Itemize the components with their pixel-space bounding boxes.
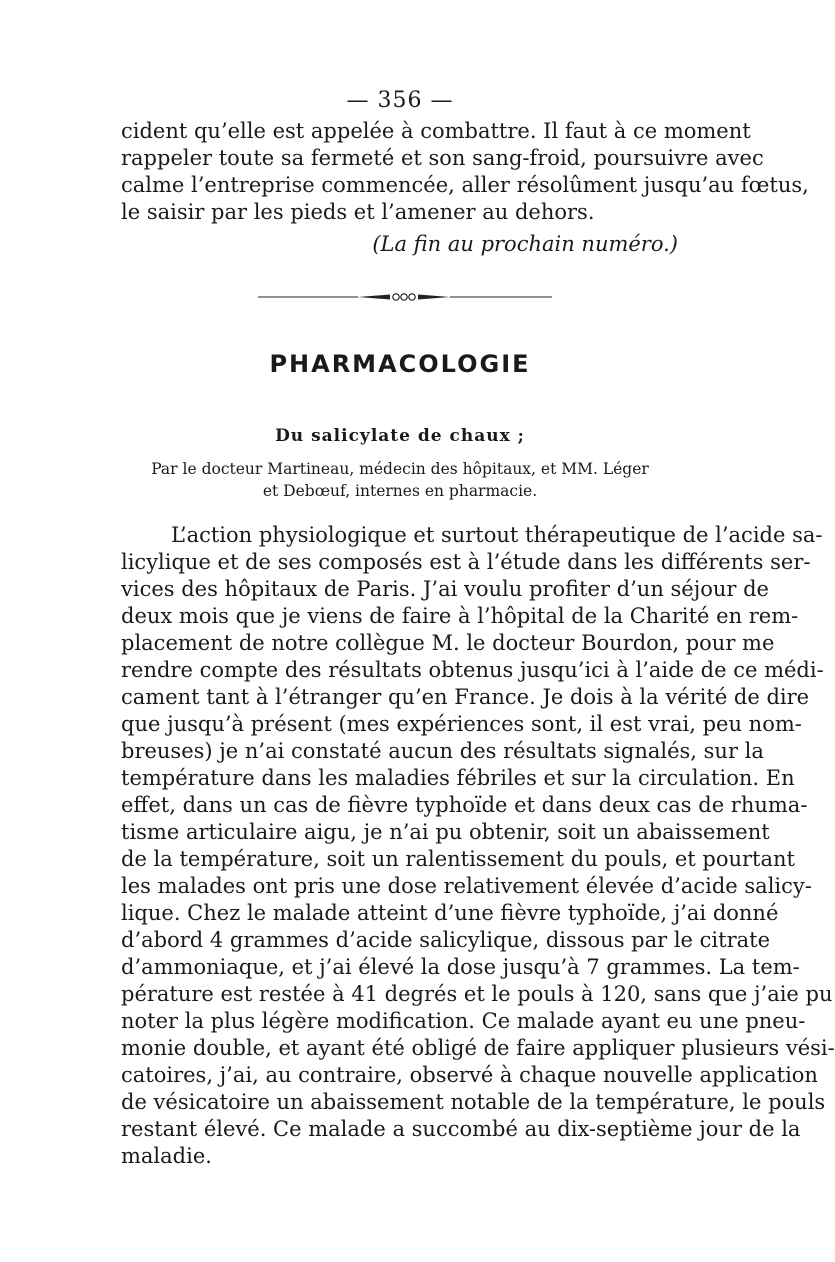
text-line: cament tant à l’étranger qu’en France. Je dois à la vérité de dire xyxy=(121,685,810,709)
text-line: rendre compte des résultats obtenus jusqu’ici à l’aide de ce médi- xyxy=(121,658,824,682)
continuation-note: (La fin au prochain numéro.) xyxy=(372,232,678,256)
text-line: de la température, soit un ralentissement du pouls, et pourtant xyxy=(121,847,795,871)
text-line: les malades ont pris une dose relativement élevée d’acide salicy- xyxy=(121,874,812,898)
text-line: effet, dans un cas de fièvre typhoïde et dans deux cas de rhuma- xyxy=(121,793,808,817)
page-number: — 356 — xyxy=(346,88,454,113)
text-line: de vésicatoire un abaissement notable de la température, le pouls xyxy=(121,1090,826,1114)
text-line: placement de notre collègue M. le docteur Bourdon, pour me xyxy=(121,631,775,655)
text-line: vices des hôpitaux de Paris. J’ai voulu profiter d’un séjour de xyxy=(121,577,769,601)
text-line: que jusqu’à présent (mes expériences sont, il est vrai, peu nom- xyxy=(121,712,802,736)
text-line: température dans les maladies fébriles et sur la circulation. En xyxy=(121,766,795,790)
text-line: licylique et de ses composés est à l’étude dans les différents ser- xyxy=(121,550,811,574)
text-line: noter la plus légère modification. Ce malade ayant eu une pneu- xyxy=(121,1009,806,1033)
text-line: restant élevé. Ce malade a succombé au dix-septième jour de la xyxy=(121,1117,801,1141)
byline-line: et Debœuf, internes en pharmacie. xyxy=(262,482,538,500)
text-line: d’ammoniaque, et j’ai élevé la dose jusqu’à 7 grammes. La tem- xyxy=(121,955,800,979)
article-body xyxy=(121,522,835,1170)
continued-paragraph xyxy=(121,118,809,226)
text-line: maladie. xyxy=(121,1144,212,1168)
text-line: rappeler toute sa fermeté et son sang-froid, poursuivre avec xyxy=(121,146,764,170)
text-line: breuses) je n’ai constaté aucun des résultats signalés, sur la xyxy=(121,739,764,763)
byline xyxy=(0,458,800,502)
ornamental-rule xyxy=(258,291,552,303)
article-title: Du salicylate de chaux ; xyxy=(275,426,525,446)
text-line: cident qu’elle est appelée à combattre. Il faut à ce moment xyxy=(121,119,751,143)
text-line: calme l’entreprise commencée, aller résolûment jusqu’au fœtus, xyxy=(121,173,809,197)
byline-line: Par le docteur Martineau, médecin des hôpitaux, et MM. Léger xyxy=(151,460,649,478)
text-line: tisme articulaire aigu, je n’ai pu obtenir, soit un abaissement xyxy=(121,820,770,844)
text-line: deux mois que je viens de faire à l’hôpital de la Charité en rem- xyxy=(121,604,799,628)
text-line: catoires, j’ai, au contraire, observé à chaque nouvelle application xyxy=(121,1063,818,1087)
section-title: PHARMACOLOGIE xyxy=(269,350,531,378)
text-line: L’action physiologique et surtout thérapeutique de l’acide sa- xyxy=(171,523,823,547)
text-line: pérature est restée à 41 degrés et le pouls à 120, sans que j’aie pu xyxy=(121,982,833,1006)
text-line: monie double, et ayant été obligé de faire appliquer plusieurs vési- xyxy=(121,1036,835,1060)
text-line: le saisir par les pieds et l’amener au dehors. xyxy=(121,200,595,224)
text-line: d’abord 4 grammes d’acide salicylique, dissous par le citrate xyxy=(121,928,770,952)
text-line: lique. Chez le malade atteint d’une fièvre typhoïde, j’ai donné xyxy=(121,901,779,925)
